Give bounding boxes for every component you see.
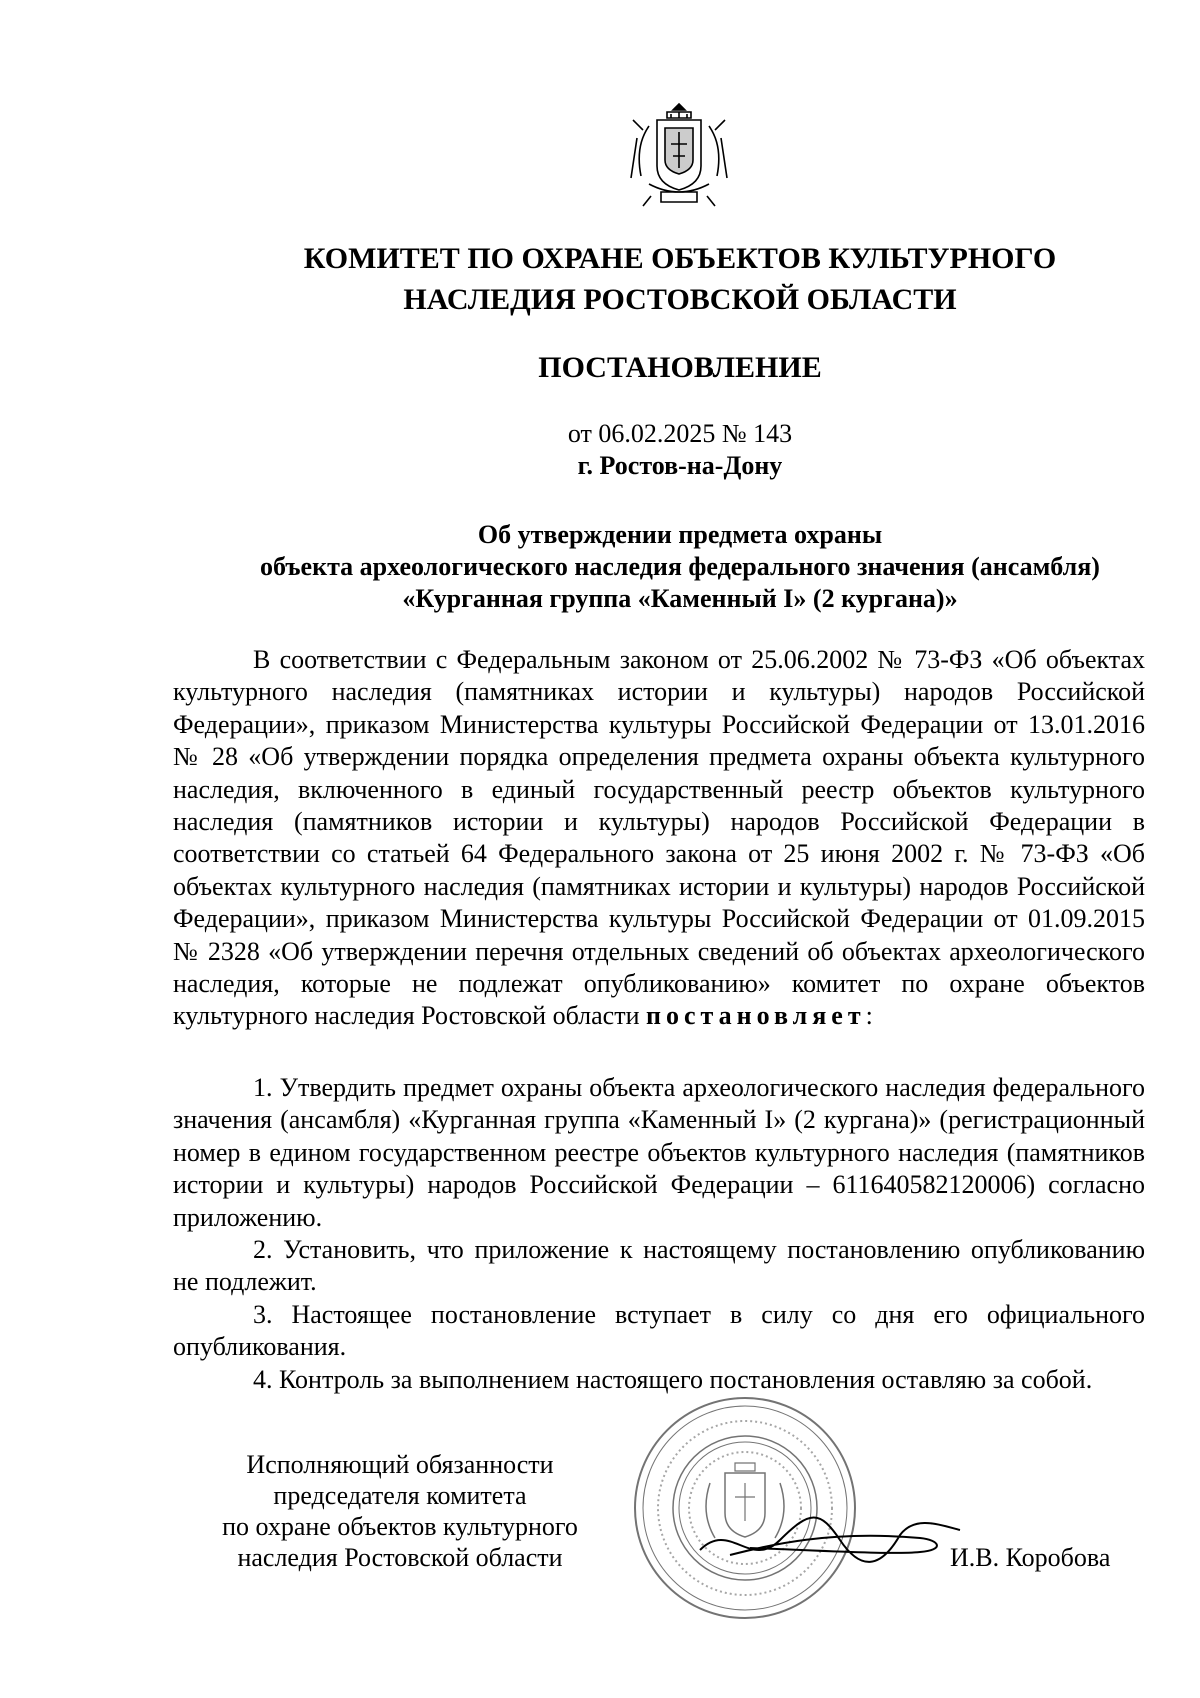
title-line-3: «Курганная группа «Каменный I» (2 кургана)» bbox=[402, 584, 958, 613]
preamble bbox=[173, 644, 1145, 1033]
position-line-3: по охране объектов культурного bbox=[222, 1512, 578, 1541]
resolution-item: 3. Настоящее постановление вступает в силу со дня его официального опубликования. bbox=[173, 1299, 1145, 1362]
position-line-4: наследия Ростовской области bbox=[237, 1543, 563, 1572]
organization-line-2: НАСЛЕДИЯ РОСТОВСКОЙ ОБЛАСТИ bbox=[403, 283, 957, 316]
handwritten-signature bbox=[690, 1500, 970, 1580]
resolution-items bbox=[173, 1072, 1145, 1396]
document-title bbox=[170, 519, 1190, 615]
resolution-item: 2. Установить, что приложение к настоящему постановлению опубликованию не подлежит. bbox=[173, 1235, 1145, 1297]
document-city: г. Ростов-на-Дону bbox=[577, 451, 783, 480]
signatory-name: И.В. Коробова bbox=[950, 1543, 1111, 1572]
signatory-position bbox=[180, 1449, 620, 1573]
resolution-verb: постановляет bbox=[646, 1001, 866, 1031]
position-line-2: председателя комитета bbox=[273, 1481, 527, 1510]
document-date-number: от 06.02.2025 № 143 bbox=[567, 419, 793, 448]
organization-line-1: КОМИТЕТ ПО ОХРАНЕ ОБЪЕКТОВ КУЛЬТУРНОГО bbox=[303, 242, 1057, 275]
preamble-paragraph bbox=[173, 644, 1145, 1033]
preamble-text: В соответствии с Федеральным законом от 25.06.2002 № 73-ФЗ «Об объектах культурного наследия (памятниках истории и культуры) народов Российской Федерации», приказом Министерства культуры Российской Федерации от 13.01.2016 № 28 «Об утверждении порядка определения предмета охраны объекта культурного наследия, включенного в единый государственный реестр объектов культурного наследия (памятников истории и культуры) народов Российской Федерации в соответствии со статьей 64 Федерального закона от 25 июня 2002 г. № 73-ФЗ «Об объектах культурного наследия (памятниках истории и культуры) народов Российской Федерации», приказом Министерства культуры Российской Федерации от 01.09.2015 № 2328 «Об утверждении перечня отдельных сведений об объектах археологического наследия, которые не подлежат опубликованию» комитет по охране объектов культурного наследия Ростовской области bbox=[173, 645, 1145, 1031]
coat-of-arms-icon bbox=[627, 100, 731, 212]
preamble-tail: : bbox=[865, 1001, 873, 1031]
title-line-1: Об утверждении предмета охраны bbox=[477, 520, 883, 549]
position-line-1: Исполняющий обязанности bbox=[246, 1450, 554, 1479]
resolution-item: 1. Утвердить предмет охраны объекта археологического наследия федерального значения (ансамбля) «Курганная группа «Каменный I» (2 кургана)» (регистрационный номер в едином государственном реестре объектов культурного наследия (памятников истории и культуры) народов Российской Федерации – 611640582120006) согласно приложению. bbox=[173, 1073, 1145, 1232]
title-line-2: объекта археологического наследия федерального значения (ансамбля) bbox=[260, 552, 1100, 581]
document-type: ПОСТАНОВЛЕНИЕ bbox=[538, 351, 822, 384]
organization-name bbox=[240, 238, 1120, 320]
resolution-item: 4. Контроль за выполнением настоящего постановления оставляю за собой. bbox=[253, 1364, 1093, 1394]
